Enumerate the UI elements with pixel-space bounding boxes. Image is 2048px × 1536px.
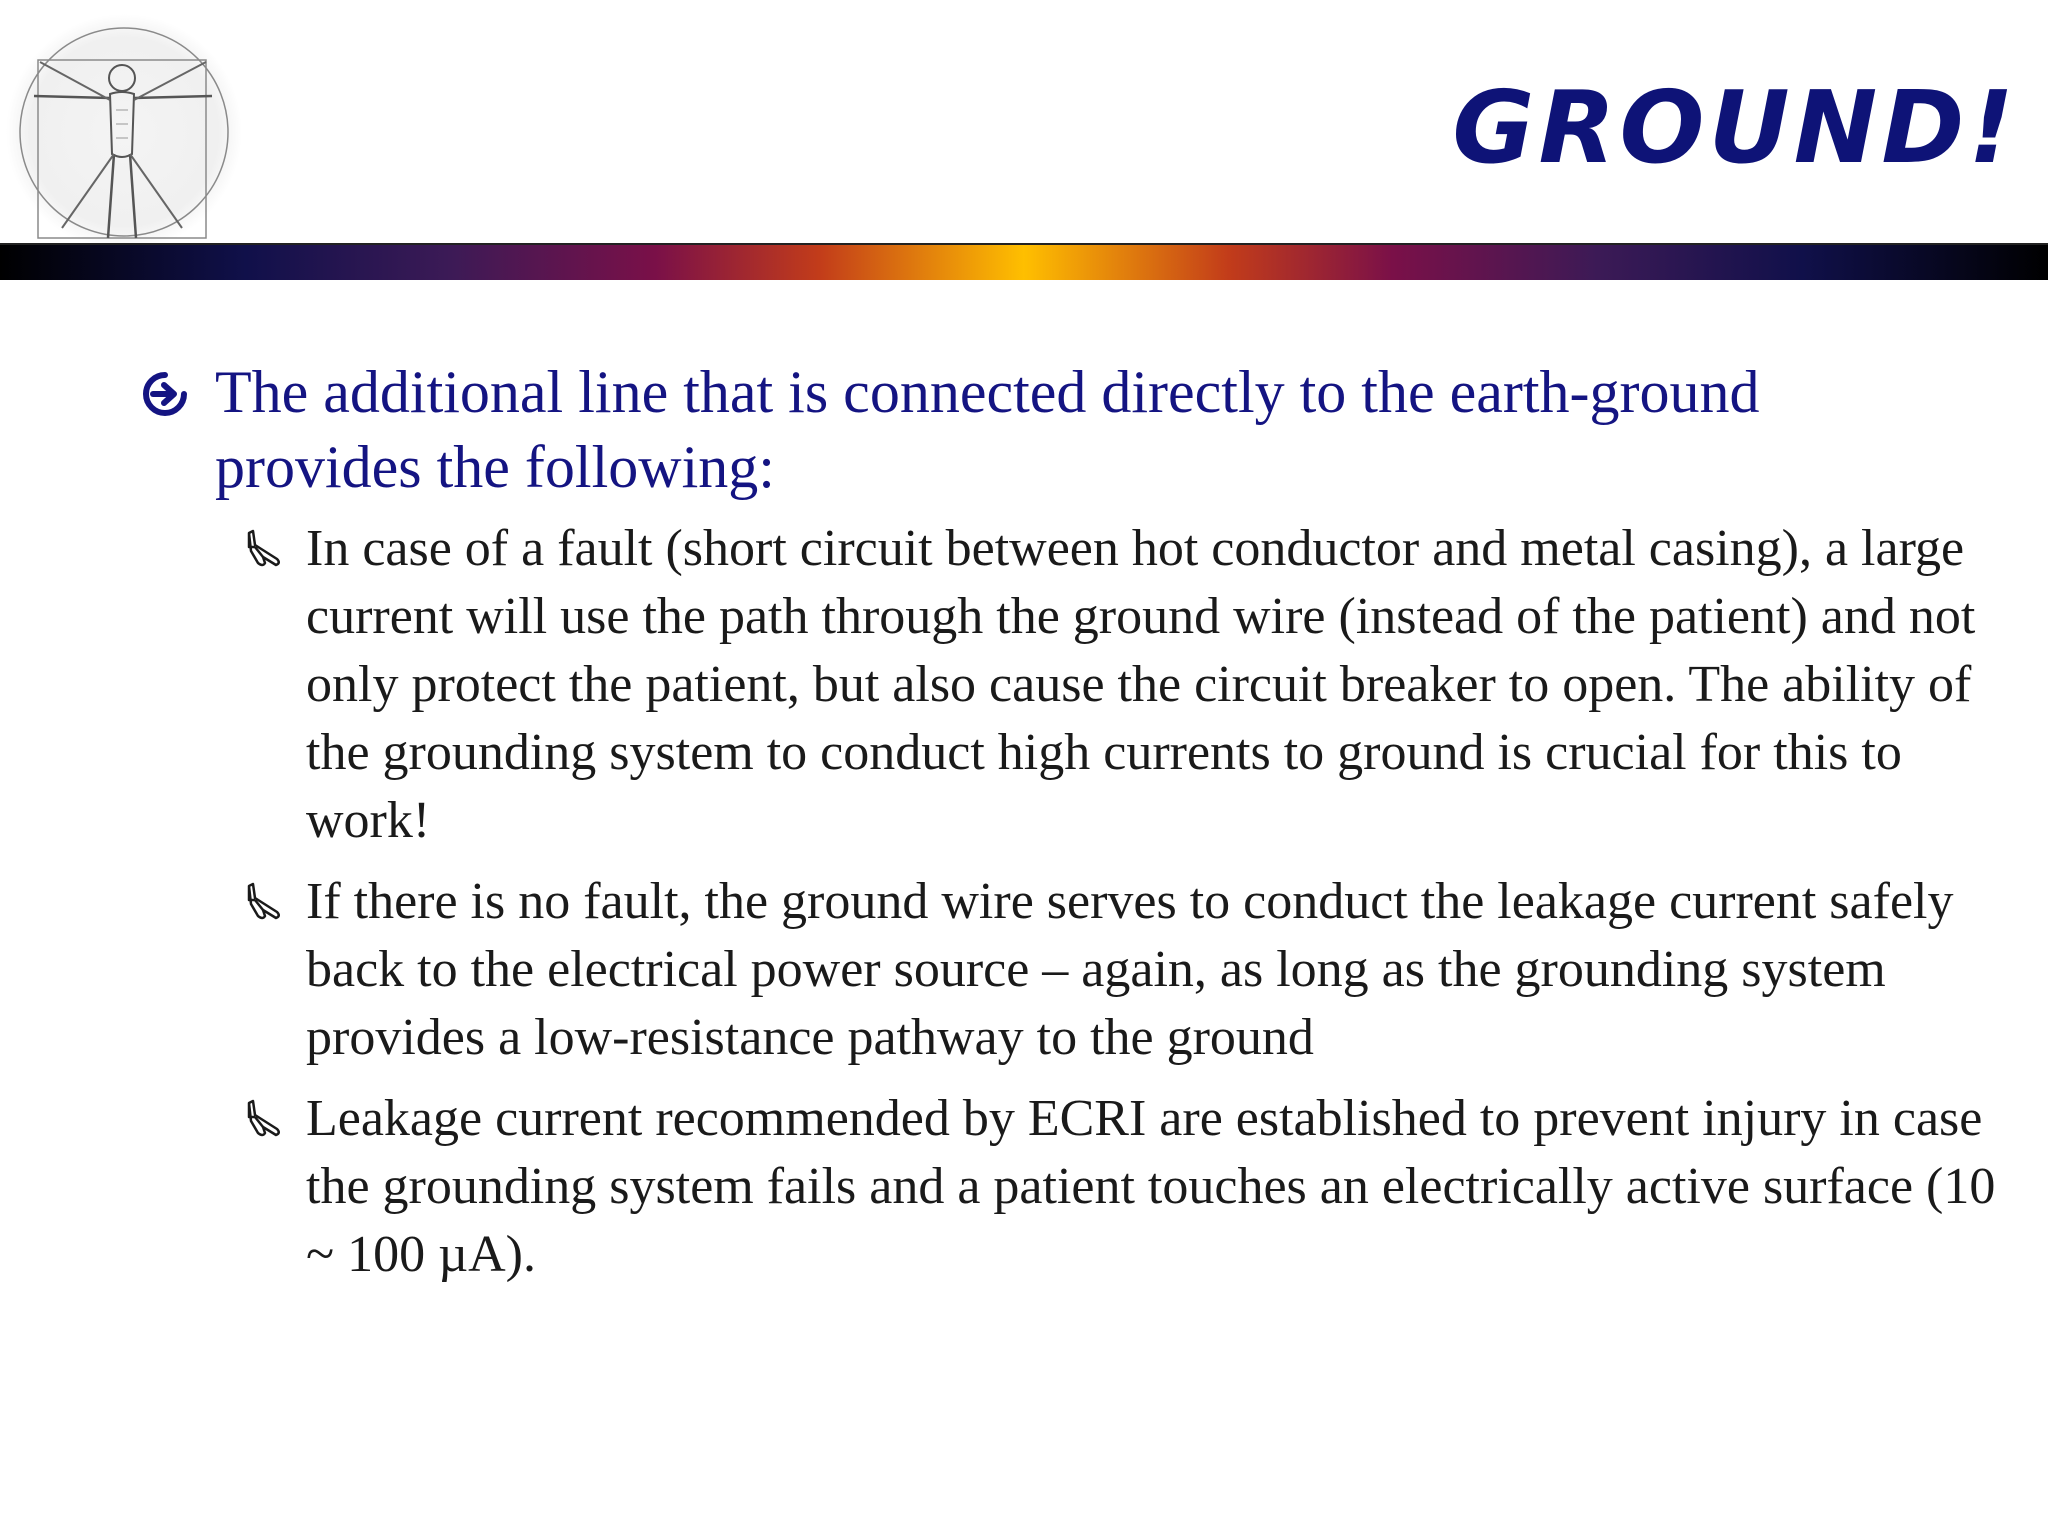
vitruvian-man-logo xyxy=(0,14,250,250)
sub-bullet-text: In case of a fault (short circuit between hot conductor and metal casing), a large current will use the path through the ground wire (instead of the patient) and not only protect the patient, but also cause the circuit breaker to open. The ability of the grounding system to conduct high currents to ground is crucial for this to work! xyxy=(306,520,1976,849)
sub-bullet xyxy=(243,1085,2000,1289)
slide-content xyxy=(140,355,2000,1302)
main-bullet-text: The additional line that is connected directly to the earth-ground provides the following: xyxy=(215,359,1760,500)
arrow-right-circle-icon xyxy=(140,369,190,419)
sub-bullet-text: Leakage current recommended by ECRI are established to prevent injury in case the grounding system fails and a patient touches an electrically active surface (10 ~ 100 µA). xyxy=(306,1090,1996,1283)
pointing-hand-icon xyxy=(243,1097,285,1139)
sub-bullet xyxy=(243,868,2000,1072)
slide-title: GROUND! xyxy=(1452,69,2018,186)
sub-bullet xyxy=(243,515,2000,855)
pointing-hand-icon xyxy=(243,527,285,569)
sub-bullet-list xyxy=(243,515,2000,1289)
main-bullet xyxy=(140,355,2000,505)
pointing-hand-icon xyxy=(243,880,285,922)
header-gradient-bar xyxy=(0,245,2048,280)
sub-bullet-text: If there is no fault, the ground wire serves to conduct the leakage current safely back to the electrical power source – again, as long as the grounding system provides a low-resistance pathway to the ground xyxy=(306,873,1954,1066)
